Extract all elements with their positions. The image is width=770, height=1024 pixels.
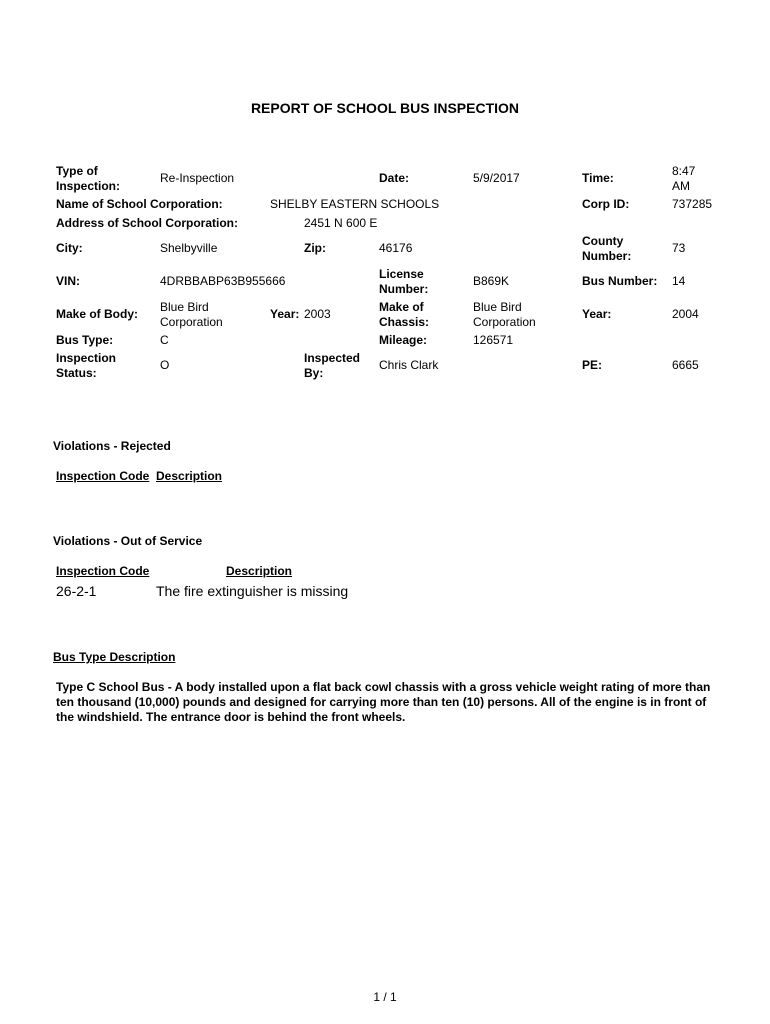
county-number-label-line1: County bbox=[582, 234, 624, 248]
page-title: REPORT OF SCHOOL BUS INSPECTION bbox=[250, 100, 520, 116]
rejected-description-header: Description bbox=[156, 469, 223, 483]
bus-type-description-heading: Bus Type Description bbox=[53, 650, 176, 664]
body-year-value: 2003 bbox=[304, 307, 331, 321]
oos-row-code: 26-2-1 bbox=[56, 583, 97, 599]
mileage-label: Mileage: bbox=[379, 333, 428, 347]
bus-type-label: Bus Type: bbox=[56, 333, 114, 347]
type-of-inspection-label-line1: Type of bbox=[56, 164, 98, 178]
city-label: City: bbox=[56, 241, 83, 255]
license-number-label-line2: Number: bbox=[379, 282, 429, 296]
inspected-by-value: Chris Clark bbox=[379, 358, 439, 372]
zip-value: 46176 bbox=[379, 241, 413, 255]
oos-inspection-code-header: Inspection Code bbox=[56, 564, 150, 578]
vin-label: VIN: bbox=[56, 274, 80, 288]
time-value-line2: AM bbox=[672, 179, 690, 193]
county-number-value: 73 bbox=[672, 241, 686, 255]
date-value: 5/9/2017 bbox=[473, 171, 520, 185]
make-of-chassis-label-line1: Make of bbox=[379, 300, 424, 314]
bus-number-label: Bus Number: bbox=[582, 274, 658, 288]
license-number-label-line1: License bbox=[379, 267, 424, 281]
school-corporation-value: SHELBY EASTERN SCHOOLS bbox=[270, 197, 440, 211]
rejected-inspection-code-header: Inspection Code bbox=[56, 469, 150, 483]
type-of-inspection-label-line2: Inspection: bbox=[56, 179, 121, 193]
type-of-inspection-value: Re-Inspection bbox=[160, 171, 235, 185]
make-of-body-value-line2: Corporation bbox=[160, 315, 223, 329]
body-year-label: Year: bbox=[270, 307, 300, 321]
corp-id-label: Corp ID: bbox=[582, 197, 630, 211]
address-label: Address of School Corporation: bbox=[56, 216, 239, 230]
violations-rejected-heading: Violations - Rejected bbox=[53, 439, 171, 453]
address-value: 2451 N 600 E bbox=[304, 216, 378, 230]
time-label: Time: bbox=[582, 171, 614, 185]
inspection-status-label-line2: Status: bbox=[56, 366, 97, 380]
county-number-label-line2: Number: bbox=[582, 249, 632, 263]
oos-description-header: Description bbox=[226, 564, 293, 578]
chassis-year-label: Year: bbox=[582, 307, 612, 321]
bus-type-description-text: Type C School Bus - A body installed upon a flat back cowl chassis with a gross vehicle weight rating of more than ten thousand (10,000) pounds and designed for carrying more than ten (10) persons. All of the engine is in front of the windshield. The entrance door is behind the front wheels. bbox=[56, 680, 711, 724]
inspected-by-label-line2: By: bbox=[304, 366, 324, 380]
make-of-chassis-label-line2: Chassis: bbox=[379, 315, 430, 329]
pe-label: PE: bbox=[582, 358, 603, 372]
chassis-year-value: 2004 bbox=[672, 307, 699, 321]
inspection-status-value: O bbox=[160, 358, 170, 372]
time-value-line1: 8:47 bbox=[672, 164, 696, 178]
make-of-body-label: Make of Body: bbox=[56, 307, 139, 321]
school-corporation-label: Name of School Corporation: bbox=[56, 197, 223, 211]
page-number: 1 / 1 bbox=[373, 990, 397, 1004]
city-value: Shelbyville bbox=[160, 241, 218, 255]
inspected-by-label-line1: Inspected bbox=[304, 351, 361, 365]
vin-value: 4DRBBABP63B955666 bbox=[160, 274, 286, 288]
make-of-chassis-value-line2: Corporation bbox=[473, 315, 536, 329]
oos-row-description: The fire extinguisher is missing bbox=[156, 583, 349, 599]
pe-value: 6665 bbox=[672, 358, 699, 372]
violations-out-of-service-heading: Violations - Out of Service bbox=[53, 534, 203, 548]
mileage-value: 126571 bbox=[473, 333, 514, 347]
license-number-value: B869K bbox=[473, 274, 510, 288]
make-of-chassis-value-line1: Blue Bird bbox=[473, 300, 522, 314]
bus-type-value: C bbox=[160, 333, 169, 347]
date-label: Date: bbox=[379, 171, 410, 185]
make-of-body-value-line1: Blue Bird bbox=[160, 300, 209, 314]
zip-label: Zip: bbox=[304, 241, 326, 255]
inspection-status-label-line1: Inspection bbox=[56, 351, 117, 365]
corp-id-value: 737285 bbox=[672, 197, 713, 211]
bus-number-value: 14 bbox=[672, 274, 686, 288]
